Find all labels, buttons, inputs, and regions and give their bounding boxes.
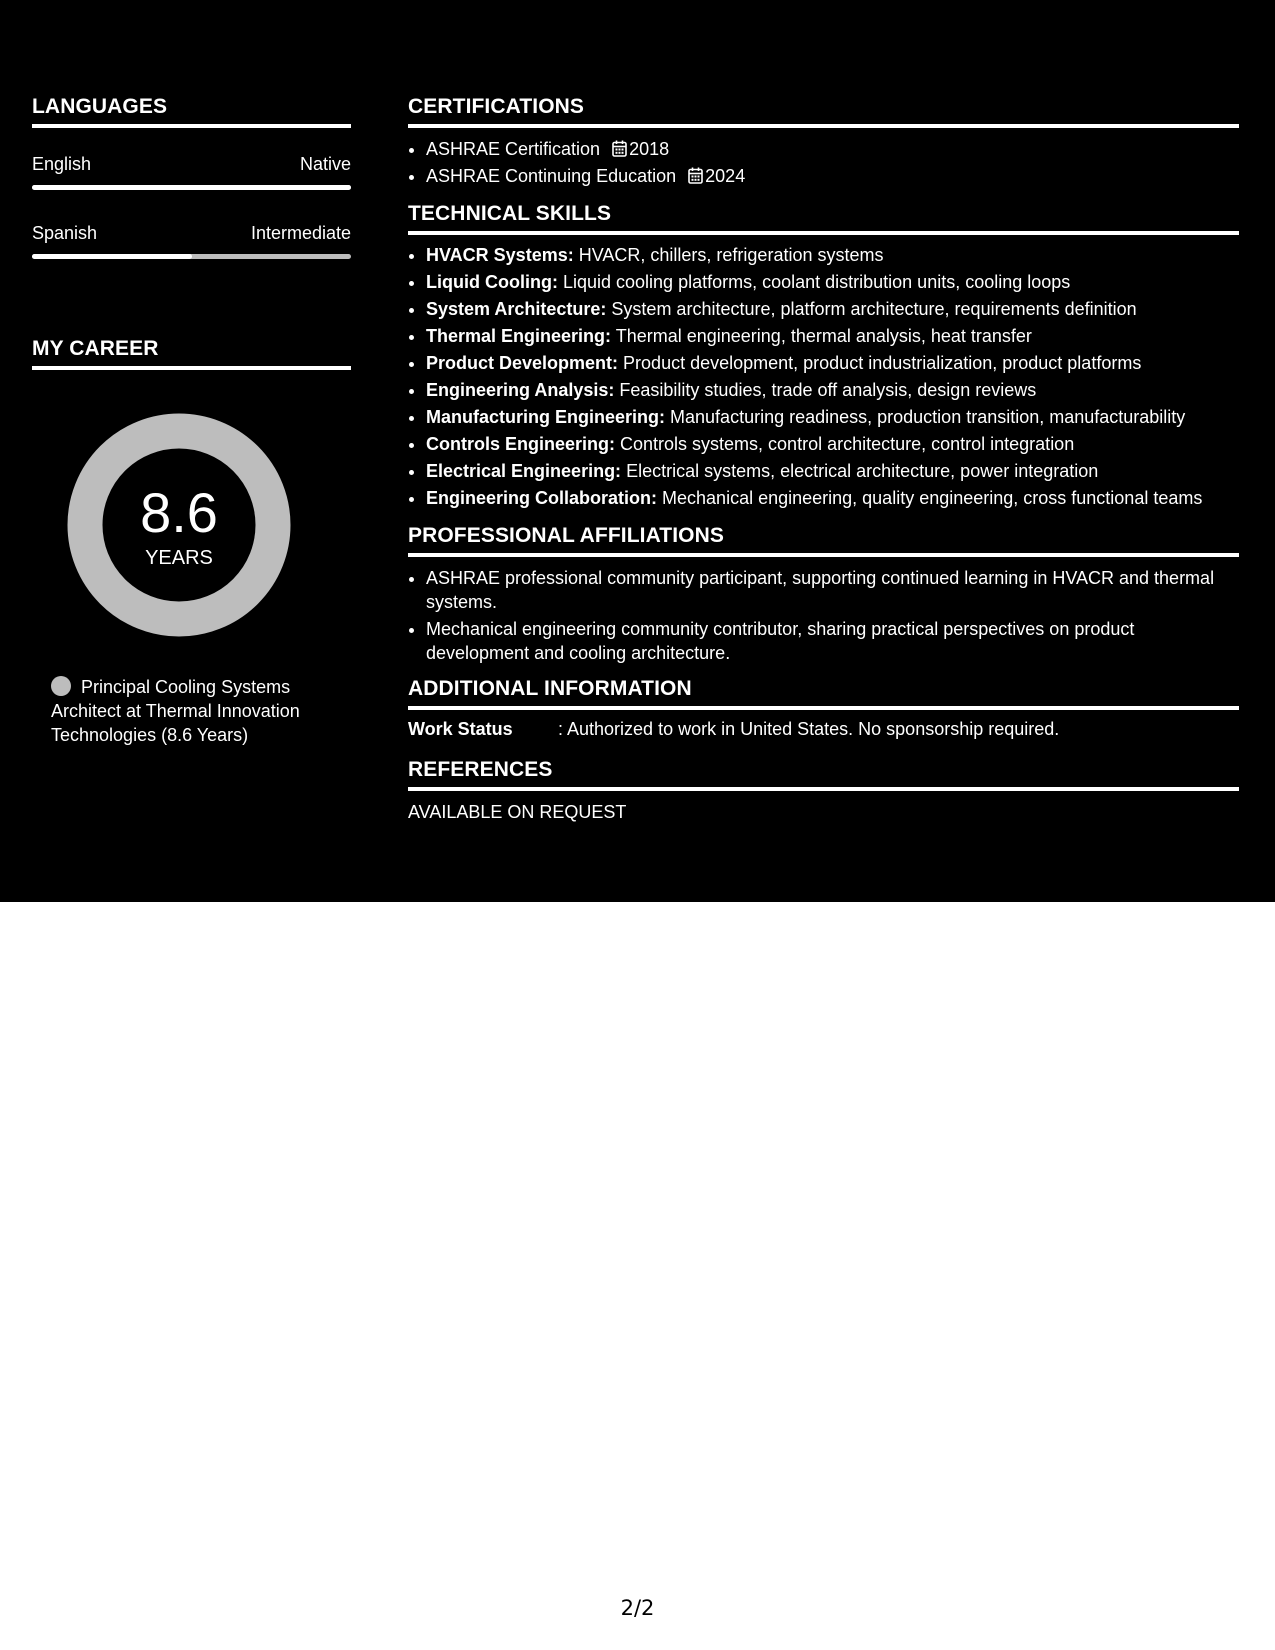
language-item [32, 222, 351, 259]
skill-label: Liquid Cooling: [426, 272, 558, 292]
skill-label: HVACR Systems: [426, 245, 574, 265]
certifications-divider [408, 124, 1239, 128]
career-divider [32, 366, 351, 370]
languages-divider [32, 124, 351, 128]
work-status-label: Work Status [408, 719, 513, 739]
career-total-years: 8.6 [140, 481, 218, 544]
language-level: Native [299, 154, 351, 174]
work-status-value: : Authorized to work in United States. No sponsorship required. [558, 719, 1060, 739]
skill-text: Manufacturing readiness, production transition, manufacturability [670, 407, 1186, 427]
career-legend-dot [51, 676, 71, 696]
calendar-icon [612, 140, 627, 157]
affiliation-item: • ASHRAE professional community participant, supporting continued learning in HVACR and thermal systems. [426, 566, 1239, 614]
additional-info-title: ADDITIONAL INFORMATION [408, 677, 692, 700]
right-column [408, 94, 1239, 823]
career-section [32, 336, 351, 747]
skill-text: Electrical systems, electrical architecture, power integration [626, 461, 1099, 481]
skill-item [426, 431, 1239, 458]
affiliation-item: • Mechanical engineering community contributor, sharing practical perspectives on product development and cooling architecture. [426, 617, 1239, 665]
references-text: AVAILABLE ON REQUEST [408, 802, 627, 822]
skill-text: Thermal engineering, thermal analysis, heat transfer [615, 326, 1032, 346]
references-section [408, 757, 1239, 823]
language-proficiency-fill [32, 185, 351, 190]
skill-label: Engineering Collaboration: [426, 488, 658, 508]
career-donut-chart [67, 413, 291, 637]
skill-text: HVACR, chillers, refrigeration systems [578, 245, 884, 265]
skill-item [426, 269, 1239, 296]
certification-item [426, 163, 1239, 190]
skill-text: Product development, product industrialization, product platforms [623, 353, 1142, 373]
work-status-row [408, 718, 1239, 740]
languages-section [32, 94, 351, 259]
affiliations-section [408, 523, 1239, 665]
career-entry [51, 675, 341, 747]
technical-skills-title: TECHNICAL SKILLS [408, 202, 612, 225]
additional-info-divider [408, 706, 1239, 710]
references-divider [408, 787, 1239, 791]
technical-skills-list [408, 242, 1239, 512]
skill-item [426, 350, 1239, 377]
skill-label: Manufacturing Engineering: [426, 407, 666, 427]
skill-item [426, 377, 1239, 404]
skill-item [426, 485, 1239, 512]
certifications-title: CERTIFICATIONS [408, 95, 585, 118]
skill-item [426, 323, 1239, 350]
page-number: 2/2 [620, 1596, 655, 1620]
skill-item [426, 404, 1239, 431]
skill-item [426, 242, 1239, 269]
affiliations-title: PROFESSIONAL AFFILIATIONS [408, 524, 724, 547]
skill-label: Engineering Analysis: [426, 380, 615, 400]
technical-skills-section [408, 201, 1239, 512]
skill-text: Mechanical engineering, quality engineering, cross functional teams [662, 488, 1203, 508]
skill-label: Electrical Engineering: [426, 461, 622, 481]
language-name: Spanish [32, 223, 98, 243]
language-proficiency-bar [32, 185, 351, 190]
affiliations-list [408, 566, 1239, 665]
skill-text: Liquid cooling platforms, coolant distribution units, cooling loops [562, 272, 1071, 292]
additional-info-section [408, 676, 1239, 740]
skill-label: System Architecture: [426, 299, 607, 319]
certification-name: ASHRAE Certification [426, 139, 601, 159]
language-level: Intermediate [250, 223, 351, 243]
language-proficiency-fill [32, 254, 192, 259]
language-proficiency-bar [32, 254, 351, 259]
language-name: English [32, 154, 92, 174]
skill-label: Thermal Engineering: [426, 326, 612, 346]
affiliations-divider [408, 553, 1239, 557]
skill-label: Product Development: [426, 353, 619, 373]
certification-item [426, 136, 1239, 163]
left-column [32, 94, 351, 747]
certification-year: 2024 [705, 166, 746, 186]
skill-text: Feasibility studies, trade off analysis, design reviews [619, 380, 1037, 400]
career-years-label: YEARS [145, 547, 213, 569]
skill-item [426, 458, 1239, 485]
career-title: MY CAREER [32, 337, 159, 360]
skill-text: Controls systems, control architecture, control integration [620, 434, 1075, 454]
skill-item [426, 296, 1239, 323]
technical-skills-divider [408, 231, 1239, 235]
skill-text: System architecture, platform architecture, requirements definition [611, 299, 1137, 319]
languages-title: LANGUAGES [32, 95, 168, 118]
certifications-section [408, 94, 1239, 190]
certification-name: ASHRAE Continuing Education [426, 166, 677, 186]
language-item [32, 153, 351, 190]
references-title: REFERENCES [408, 758, 553, 781]
certification-year: 2018 [629, 139, 670, 159]
skill-label: Controls Engineering: [426, 434, 615, 454]
certifications-list [408, 136, 1239, 190]
career-entry-text: Principal Cooling Systems Architect at Thermal Innovation Technologies (8.6 Years) [51, 677, 300, 745]
calendar-icon [688, 167, 703, 184]
